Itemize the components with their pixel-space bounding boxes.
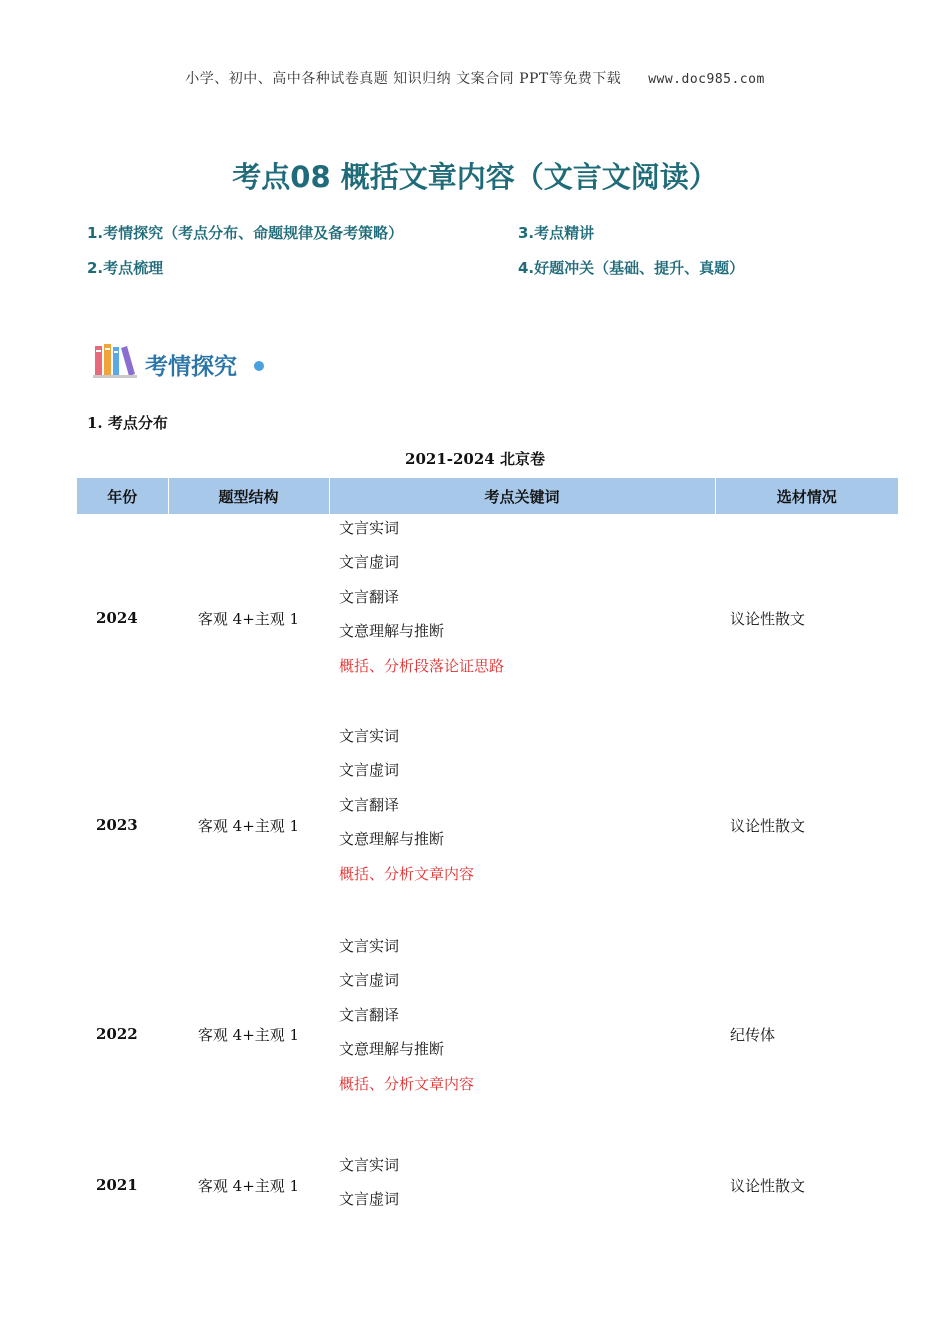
keyword-item: 文言翻译	[339, 795, 400, 814]
keyword-item: 文言实词	[339, 937, 400, 955]
document-title: 考点08 概括文章内容（文言文阅读）	[232, 160, 718, 194]
year-cell: 2021	[96, 1176, 138, 1194]
keyword-item-highlight: 概括、分析文章内容	[339, 864, 475, 883]
table-row	[77, 1140, 898, 1230]
toc-item-1[interactable]: 1.考情探究（考点分布、命题规律及备考策略）	[87, 224, 404, 242]
keyword-item: 文言实词	[339, 1155, 400, 1174]
distribution-table	[77, 478, 898, 1230]
banner-label: 考情探究	[145, 354, 237, 380]
keyword-item: 文言翻译	[339, 1005, 400, 1024]
toc-item-4[interactable]: 4.好题冲关（基础、提升、真题）	[518, 259, 745, 277]
material-cell: 议论性散文	[730, 1176, 806, 1195]
books-icon	[93, 342, 137, 378]
year-cell: 2022	[96, 1025, 138, 1043]
keyword-item: 文言虚词	[339, 761, 400, 780]
header-text: 小学、初中、高中各种试卷真题 知识归纳 文案合同 PPT等免费下载	[185, 71, 622, 87]
keyword-item: 文意理解与推断	[339, 830, 445, 849]
table-row	[77, 722, 898, 928]
toc-item-2[interactable]: 2.考点梳理	[87, 259, 164, 277]
year-cell: 2024	[96, 609, 138, 627]
keyword-item: 文言虚词	[339, 971, 400, 990]
column-header-year: 年份	[77, 478, 168, 514]
keyword-item: 文言翻译	[339, 587, 400, 606]
column-header-keywords: 考点关键词	[329, 478, 715, 514]
keyword-item-highlight: 概括、分析段落论证思路	[339, 656, 505, 675]
column-header-material: 选材情况	[715, 478, 898, 514]
keywords-cell	[329, 928, 715, 1140]
structure-cell: 客观 4+主观 1	[197, 816, 300, 835]
keyword-item: 文言虚词	[339, 553, 400, 572]
material-cell: 纪传体	[730, 1025, 776, 1044]
table-caption: 2021-2024 北京卷	[405, 450, 545, 468]
table-row	[77, 928, 898, 1140]
table-row	[77, 514, 898, 722]
section-banner	[93, 340, 283, 382]
keyword-item: 文言实词	[339, 727, 400, 745]
keyword-item-highlight: 概括、分析文章内容	[339, 1074, 475, 1093]
material-cell: 议论性散文	[730, 609, 806, 628]
keyword-item: 文言实词	[339, 519, 400, 537]
keyword-item: 文言虚词	[339, 1190, 400, 1208]
keywords-cell	[329, 722, 715, 928]
structure-cell: 客观 4+主观 1	[197, 1025, 300, 1044]
dot-icon	[254, 361, 264, 371]
header-site-link[interactable]: www.doc985.com	[648, 72, 765, 87]
keyword-item: 文意理解与推断	[339, 1040, 445, 1059]
keywords-cell	[329, 514, 715, 722]
keyword-item: 文意理解与推断	[339, 622, 445, 641]
material-cell: 议论性散文	[730, 816, 806, 835]
year-cell: 2023	[96, 816, 138, 834]
column-header-structure: 题型结构	[168, 478, 329, 514]
toc-item-3[interactable]: 3.考点精讲	[518, 224, 595, 242]
section-heading: 1. 考点分布	[87, 414, 168, 432]
page-header	[0, 68, 950, 88]
structure-cell: 客观 4+主观 1	[197, 609, 300, 628]
keywords-cell	[329, 1140, 715, 1230]
structure-cell: 客观 4+主观 1	[197, 1176, 300, 1195]
table-header-row	[77, 478, 898, 514]
